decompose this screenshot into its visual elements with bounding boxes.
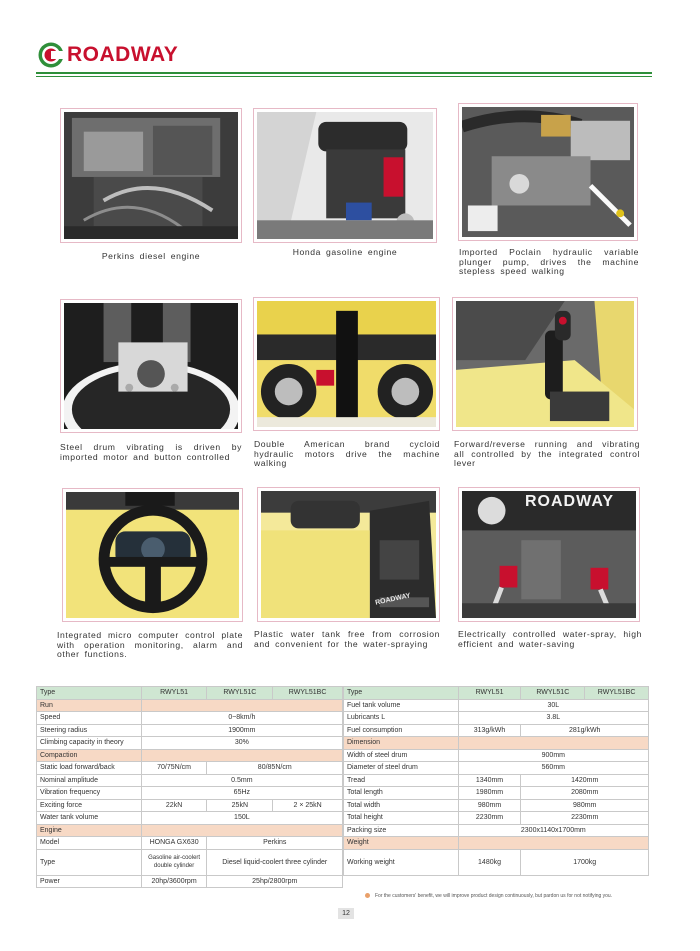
table-row: Total width 980mm 980mm [344,799,649,812]
brand-logo [38,42,178,68]
photo-cycloid-motors [253,297,440,431]
table-row: Model HONGA GX630 Perkins [37,837,343,850]
photo-water-tank [257,487,440,622]
table-header-row: Type RWYL51 RWYL51C RWYL51BC [37,687,343,700]
table-row: Power 20hp/3600rpm 25hp/2800rpm [37,875,343,888]
photo-caption: Electrically controlled water-spray, high efficient and water-saving [458,629,642,649]
table-row: Exciting force 22kN 25kN 2 × 25kN [37,799,343,812]
photo-steel-drum [60,299,242,433]
photo-caption: Plastic water tank free from corrosion and convenient for the water-spraying [254,629,440,649]
section-row-engine: Engine [37,824,343,837]
photo-control-plate [62,488,243,622]
bullet-dot-icon [365,893,370,898]
header-rule [36,72,652,74]
section-row-run: Run [37,699,343,712]
photo-caption: Steel drum vibrating is driven by imported motor and button controlled [60,442,242,462]
table-row: Type Gasoline air-coolert double cylinder Diesel liquid-coolert three cylinder [37,849,343,875]
photo-poclain-pump [458,103,638,241]
banner-label-text: ROADWAY [525,493,615,510]
photo-perkins-engine [60,108,242,243]
table-row: Tread 1340mm 1420mm [344,774,649,787]
photo-control-lever [452,297,638,431]
photo-water-spray [458,487,640,622]
page-number: 12 [338,908,354,919]
photo-caption: Imported Poclain hydraulic variable plunger pump, drives the machine stepless speed walking [459,247,639,276]
footnote: For the customers' benefit, we will improve product design continuously, but pardon us for not notifying you. [365,893,612,899]
table-row: Vibration frequency 65Hz [37,787,343,800]
table-row: Water tank volume 150L [37,812,343,825]
photo-caption: Perkins diesel engine [101,251,201,261]
table-row: Diameter of steel drum 560mm [344,762,649,775]
photo-caption: Forward/reverse running and vibrating all controlled by the integrated control lever [454,439,640,468]
section-row-dimension: Dimension [344,737,649,750]
table-row: Lubricants L 3.8L [344,712,649,725]
table-row: Fuel consumption 313g/kWh 281g/kWh [344,724,649,737]
table-row: Static load forward/back 70/75N/cm 80/85N/cm [37,762,343,775]
header-rule-thin [36,76,652,77]
table-row: Total length 1980mm 2080mm [344,787,649,800]
logo-icon [38,42,64,68]
table-row: Fuel tank volume 30L [344,699,649,712]
brand-name: ROADWAY [67,43,179,66]
photo-caption: Honda gasoline engine [292,247,398,257]
table-row: Nominal amplitude 0.5mm [37,774,343,787]
photo-caption: Integrated micro computer control plate with operation monitoring, alarm and other functions. [57,630,243,659]
table-row: Climbing capacity in theory 30% [37,737,343,750]
table-row: Packing size 2300x1140x1700mm [344,824,649,837]
table-row: Total height 2230mm 2230mm [344,812,649,825]
machine-label-text: ROADWAY [374,592,412,607]
table-row: Working weight 1480kg 1700kg [344,849,649,875]
table-row: Steering radius 1900mm [37,724,343,737]
table-row: Width of steel drum 900mm [344,749,649,762]
photo-caption: Double American brand cycloid hydraulic motors drive the machine walking [254,439,440,468]
table-header-row: Type RWYL51 RWYL51C RWYL51BC [344,687,649,700]
photo-honda-engine [253,108,437,243]
section-row-weight: Weight [344,837,649,850]
spec-table-right [343,686,649,876]
table-row: Speed 0~8km/h [37,712,343,725]
spec-table-left [36,686,343,888]
section-row-compaction: Compaction [37,749,343,762]
